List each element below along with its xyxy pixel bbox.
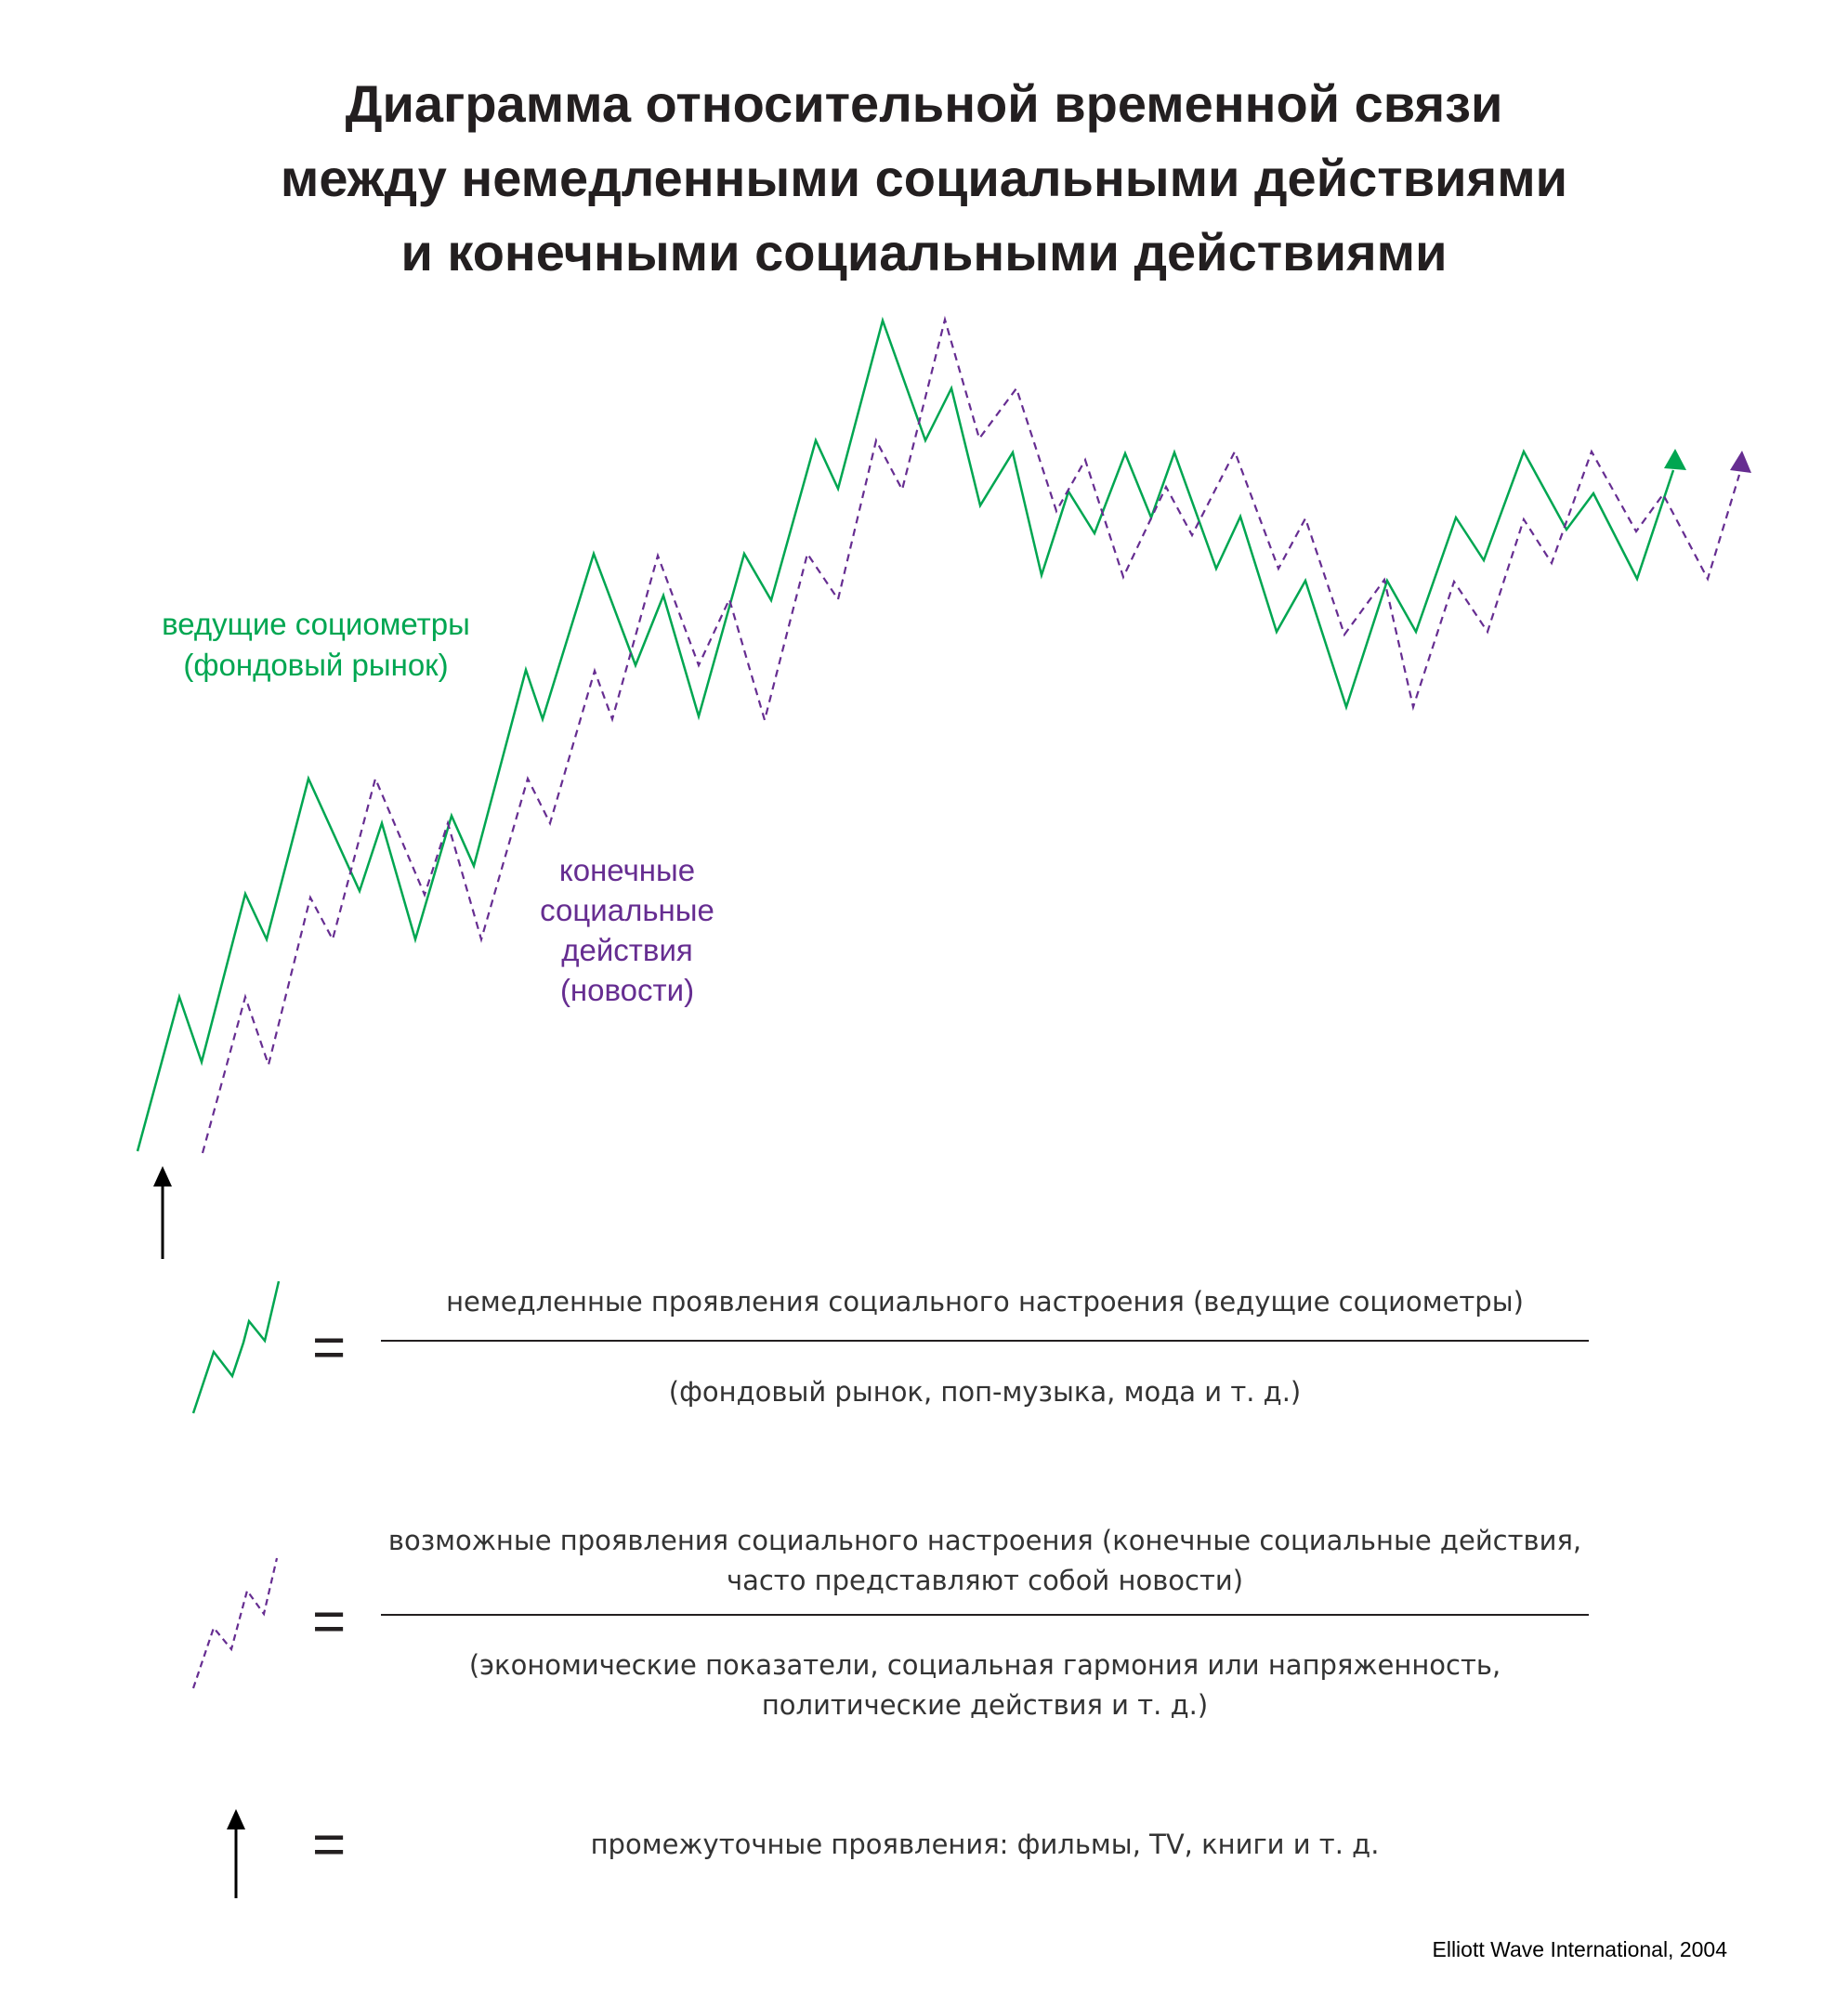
legend-2-top-line-1: возможные проявления социального настроения (конечные социальные действия, [387, 1525, 1582, 1556]
legend-3-equals: = [312, 1813, 347, 1877]
intermediate-up-arrow-icon [153, 1166, 172, 1187]
final-label-line-3: действия [561, 933, 693, 967]
final-label-line-2: социальные [540, 893, 714, 927]
legend-1-bottom-text: (фондовый рынок, поп-музыка, мода и т. д.) [668, 1376, 1302, 1408]
legend-2-bottom-line-2: политические действия и т. д.) [761, 1689, 1209, 1721]
legend-2-bottom-line-1: (экономические показатели, социальная гармония или напряженность, [468, 1649, 1501, 1681]
title-line-2: между немедленными социальными действиями [280, 149, 1568, 207]
legend-1-equals: = [312, 1316, 347, 1380]
final-label-line-4: (новости) [559, 973, 695, 1007]
legend-2-top-text [381, 1521, 1589, 1601]
final-social-actions-label [492, 850, 762, 1010]
final-arrowhead-icon [1730, 451, 1751, 473]
legend-1-divider [381, 1340, 1589, 1342]
dashed-purple-zigzag-icon [193, 1558, 277, 1688]
legend-3-text: промежуточные проявления: фильмы, TV, книги и т. д. [590, 1829, 1380, 1860]
legend-2-top-line-2: часто представляют собой новости) [726, 1565, 1244, 1596]
title-line-3: и конечными социальными действиями [400, 223, 1448, 282]
final-label-line-1: конечные [558, 853, 696, 887]
leading-label-line-1: ведущие социометры [162, 607, 470, 641]
leading-sociometer-line [138, 321, 1673, 1151]
legend-2-divider [381, 1614, 1589, 1616]
black-up-arrow-icon [227, 1809, 245, 1829]
credit-text: Elliott Wave International, 2004 [1432, 1937, 1727, 1961]
title-line-1: Диаграмма относительной временной связи [345, 74, 1503, 133]
solid-green-zigzag-icon [193, 1281, 279, 1413]
leading-label-line-2: (фондовый рынок) [183, 648, 449, 682]
legend-1-top-text: немедленные проявления социального настроения (ведущие социометры) [446, 1286, 1524, 1318]
legend-2-bottom-text [381, 1645, 1589, 1725]
legend-2-equals: = [312, 1590, 347, 1654]
leading-sociometers-label [121, 604, 511, 686]
final-social-actions-line [203, 320, 1739, 1153]
leading-arrowhead-icon [1664, 449, 1686, 470]
